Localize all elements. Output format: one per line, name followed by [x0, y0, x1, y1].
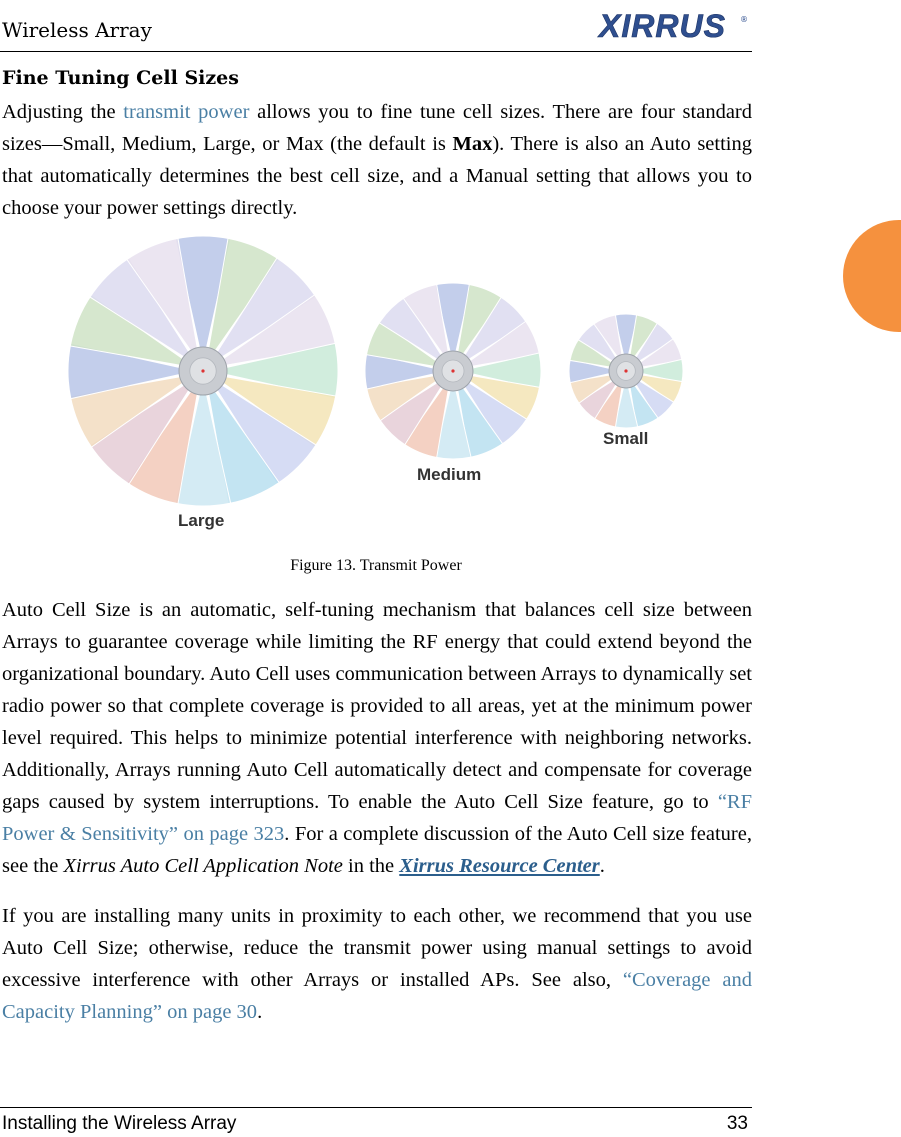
footer-chapter-title: Installing the Wireless Array	[2, 1113, 237, 1134]
rf-power-sensitivity-link[interactable]: “RF Power & Sensitivity” on page 323	[2, 791, 752, 845]
paragraph-intro	[2, 96, 752, 224]
coverage-pattern-small	[569, 314, 683, 428]
text-run: ). There is also an Auto setting that automatically determines the best cell size, and a Manual setting that allows you to choose your power settings directly.	[2, 133, 752, 219]
coverage-capacity-link[interactable]: “Coverage and Capacity Planning” on page 30	[2, 969, 752, 1023]
text-run: . For a complete discussion of the Auto Cell size feature, see the	[2, 823, 752, 877]
transmit-power-link[interactable]: transmit power	[123, 101, 250, 123]
label-medium: Medium	[417, 465, 482, 484]
transmit-power-figure	[60, 228, 700, 543]
coverage-pattern-large	[68, 236, 338, 506]
italic-text: Xirrus Auto Cell Application Note	[63, 855, 343, 877]
section-heading: Fine Tuning Cell Sizes	[2, 67, 239, 89]
paragraph-proximity	[2, 900, 752, 1028]
array-led-icon	[451, 369, 454, 372]
logo-registered-mark: ®	[740, 15, 748, 24]
array-led-icon	[624, 369, 627, 372]
text-run: Adjusting the	[2, 101, 124, 123]
xirrus-resource-center-link[interactable]: Xirrus Resource Center	[399, 855, 600, 877]
label-large: Large	[178, 511, 225, 530]
text-run: allows you to fine tune cell sizes. There are four standard sizes—Small, Medium, Large, or Max (the default is	[2, 101, 752, 155]
label-small: Small	[603, 429, 649, 448]
logo-text: XIRRUS	[599, 8, 726, 42]
chapter-tab-marker	[843, 220, 901, 332]
text-run: If you are installing many units in proximity to each other, we recommend that you use Auto Cell Size; otherwise, reduce the transmit power using manual settings to avoid excessive interference with other Arrays or installed APs. See also,	[2, 905, 752, 991]
footer-rule	[0, 1107, 752, 1108]
paragraph-auto-cell	[2, 594, 752, 882]
xirrus-logo	[595, 8, 750, 42]
header-rule	[0, 51, 752, 52]
coverage-pattern-medium	[365, 283, 541, 459]
array-led-icon	[201, 369, 204, 372]
text-run: in the	[342, 855, 400, 877]
figure-caption: Figure 13. Transmit Power	[290, 557, 462, 574]
page-number: 33	[726, 1113, 748, 1134]
bold-text: Max	[452, 133, 493, 155]
text-run: .	[599, 855, 605, 877]
cell-size-diagram	[60, 228, 700, 543]
text-run: .	[257, 1001, 263, 1023]
header-title: Wireless Array	[2, 18, 152, 42]
text-run: Auto Cell Size is an automatic, self-tuning mechanism that balances cell size between Arrays to guarantee coverage while limiting the RF energy that could extend beyond the organizational boundary. Auto Cell uses communication between Arrays to dynamically set radio power so that complete coverage is provided to all areas, yet at the minimum power level required. This helps to minimize potential interference with neighboring networks. Additionally, Arrays running Auto Cell automatically detect and compensate for coverage gaps caused by system interruptions. To enable the Auto Cell Size feature, go to	[2, 599, 752, 813]
